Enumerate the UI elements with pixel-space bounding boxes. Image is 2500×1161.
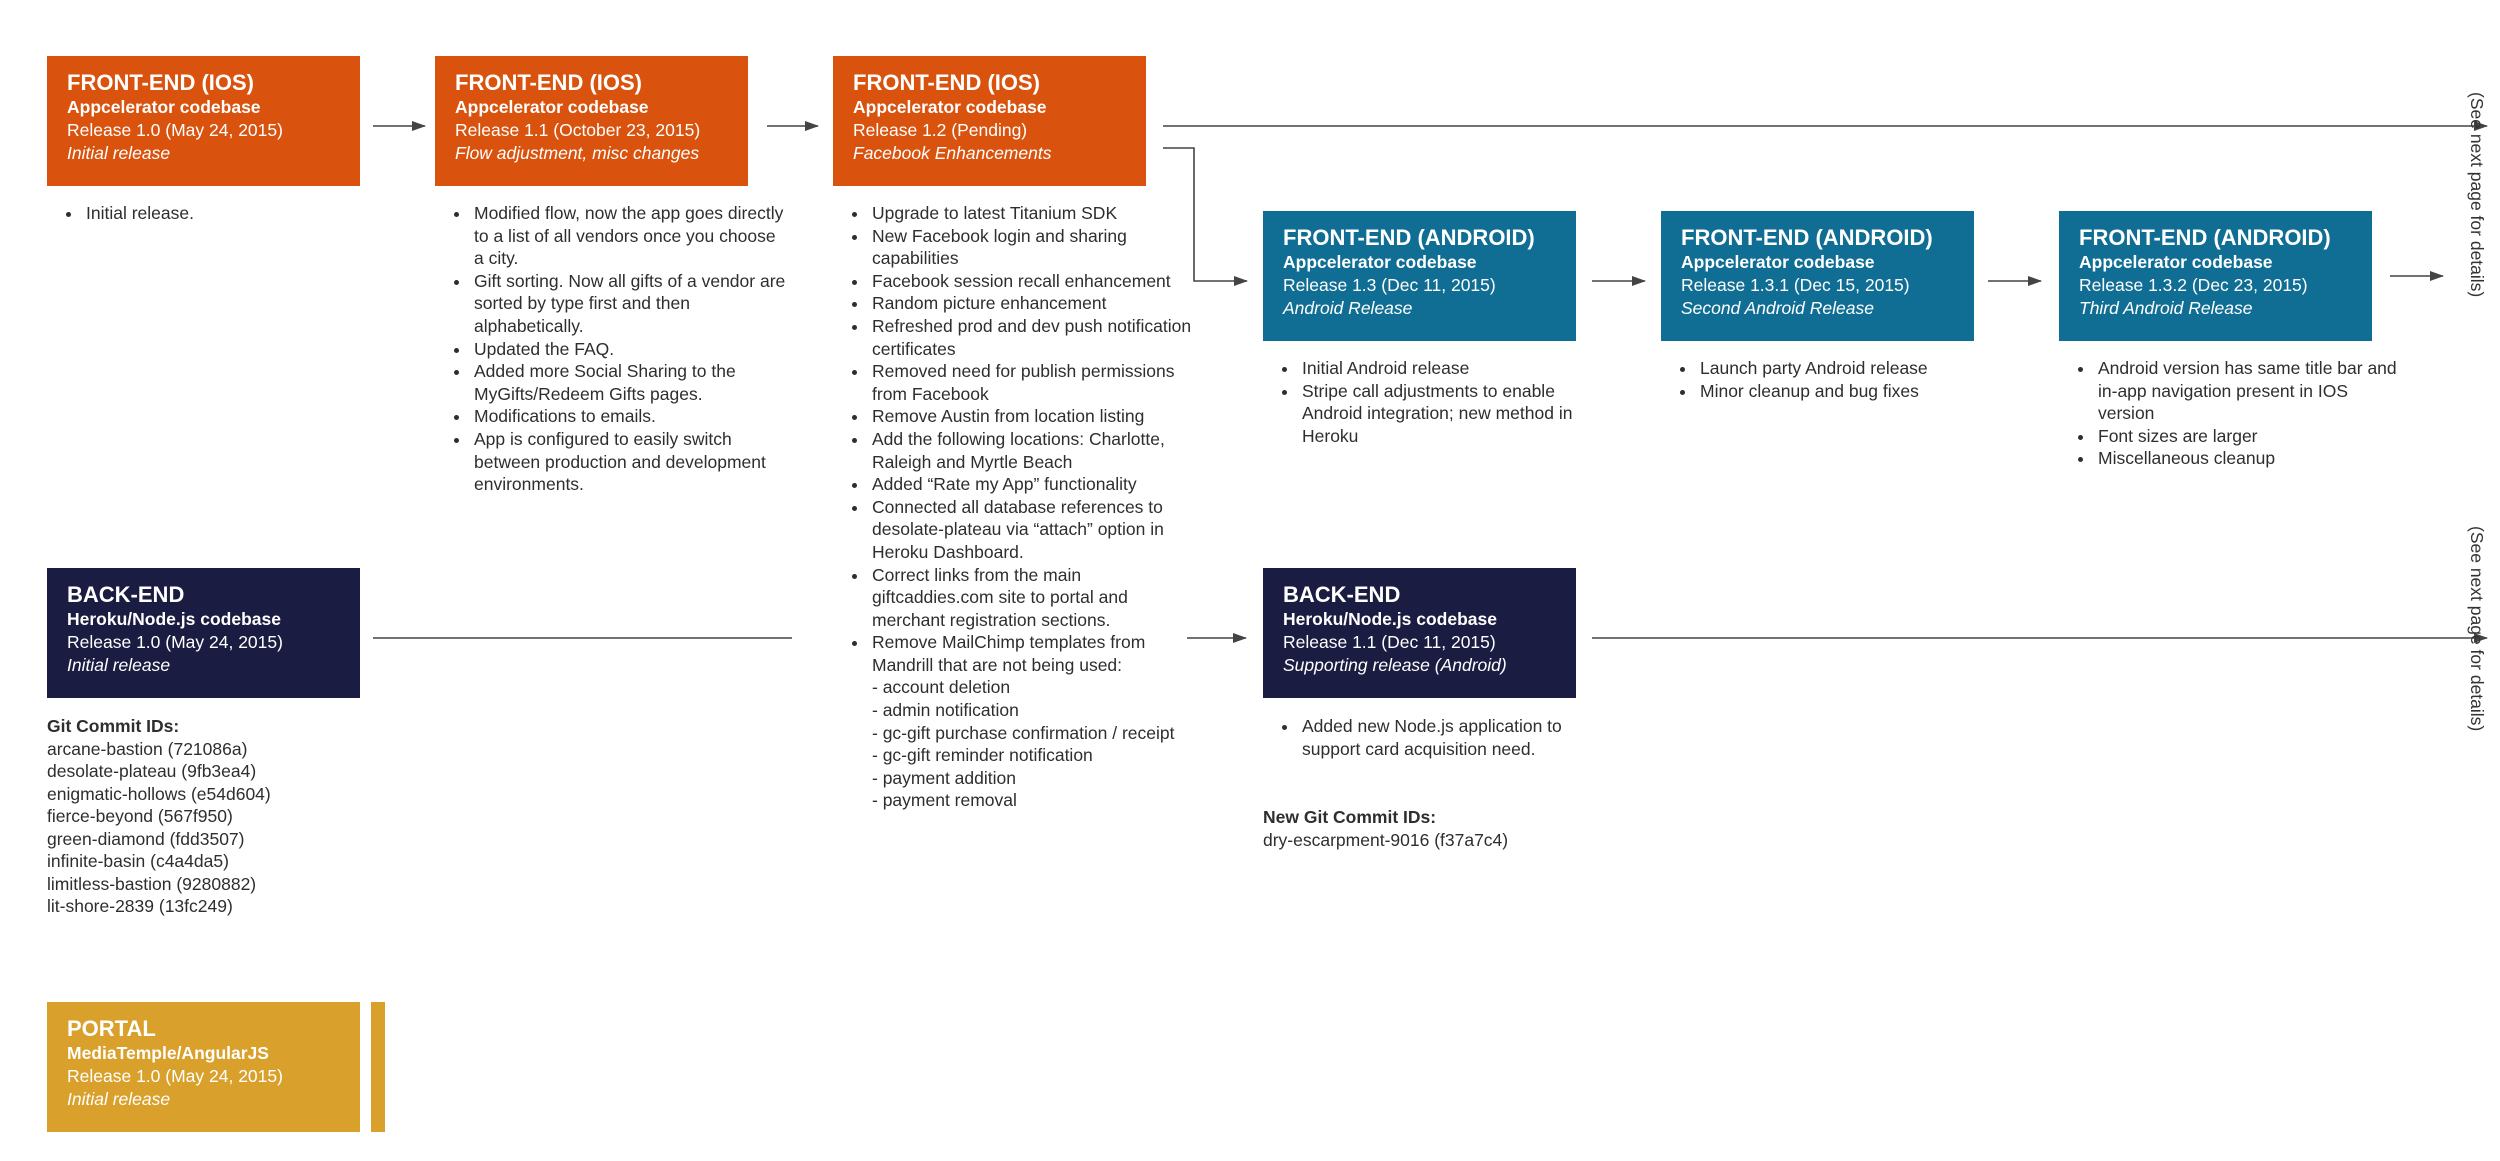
box-codebase: Appcelerator codebase	[853, 97, 1047, 117]
box-codebase: Appcelerator codebase	[2079, 252, 2273, 272]
list-item: • Add the following locations: Charlotte, Raleigh and Myrtle Beach	[869, 428, 1205, 473]
box-title: BACK-END	[1283, 582, 1401, 607]
box-note: Second Android Release	[1681, 298, 1874, 318]
box-release: Release 1.0 (May 24, 2015)	[67, 120, 283, 140]
ios-release-1-2-box	[833, 56, 1146, 186]
list-item: • Connected all database references to desolate-plateau via “attach” option in Heroku Dashboard.	[869, 496, 1205, 564]
box-codebase: MediaTemple/AngularJS	[67, 1043, 269, 1063]
ios-release-1-1-box	[435, 56, 748, 186]
backend-1-0-commit-ids	[47, 715, 271, 918]
box-codebase: Appcelerator codebase	[1681, 252, 1875, 272]
list-item: • Upgrade to latest Titanium SDK	[869, 202, 1205, 225]
list-item: • Refreshed prod and dev push notification certificates	[869, 315, 1205, 360]
box-note: Initial release	[67, 655, 171, 675]
portal-continuation-bar	[371, 1002, 385, 1132]
backend-release-1-1-box	[1263, 568, 1576, 698]
box-title: PORTAL	[67, 1016, 156, 1041]
backend-release-1-1-notes	[1263, 715, 1604, 760]
list-item: • Initial Android release	[1299, 357, 1604, 380]
list-item: • Initial release.	[83, 202, 383, 225]
list-item: • Random picture enhancement	[869, 292, 1205, 315]
box-release: Release 1.2 (Pending)	[853, 120, 1028, 140]
box-codebase: Appcelerator codebase	[455, 97, 649, 117]
box-release: Release 1.1 (October 23, 2015)	[455, 120, 701, 140]
ios-release-1-1-notes	[435, 202, 789, 496]
box-title: FRONT-END (ANDROID)	[1283, 225, 1535, 250]
list-item: • Remove Austin from location listing	[869, 405, 1205, 428]
android-release-1-3-2-notes	[2059, 357, 2400, 470]
commit-id: limitless-bastion (9280882)	[47, 873, 257, 894]
android-release-1-3-1-notes	[1661, 357, 2007, 402]
box-release: Release 1.3.1 (Dec 15, 2015)	[1681, 275, 1910, 295]
see-next-page-label-middle: (See next page for details)	[2467, 526, 2487, 732]
box-title: FRONT-END (ANDROID)	[1681, 225, 1933, 250]
see-next-page-label-top: (See next page for details)	[2467, 92, 2487, 298]
box-title: FRONT-END (IOS)	[67, 70, 254, 95]
box-release: Release 1.3 (Dec 11, 2015)	[1283, 275, 1496, 295]
android-release-1-3-notes	[1263, 357, 1604, 447]
list-item: • Minor cleanup and bug fixes	[1697, 380, 2007, 403]
list-item: • Correct links from the main giftcaddies.com site to portal and merchant registration sections.	[869, 564, 1205, 632]
box-release: Release 1.0 (May 24, 2015)	[67, 1066, 283, 1086]
commit-id: lit-shore-2839 (13fc249)	[47, 896, 233, 916]
list-item: • Added “Rate my App” functionality	[869, 473, 1205, 496]
list-item: • Facebook session recall enhancement	[869, 270, 1205, 293]
box-title: FRONT-END (IOS)	[853, 70, 1040, 95]
commit-id: green-diamond (fdd3507)	[47, 828, 245, 849]
list-item: • Modifications to emails.	[471, 405, 789, 428]
list-item: • Updated the FAQ.	[471, 338, 789, 361]
box-release: Release 1.3.2 (Dec 23, 2015)	[2079, 275, 2308, 295]
list-item: • Added new Node.js application to support card acquisition need.	[1299, 715, 1604, 760]
list-item: • Launch party Android release	[1697, 357, 2007, 380]
list-item: • Removed need for publish permissions from Facebook	[869, 360, 1205, 405]
android-release-1-3-box	[1263, 211, 1576, 341]
box-title: BACK-END	[67, 582, 185, 607]
commit-heading: New Git Commit IDs:	[1263, 807, 1437, 827]
list-item: • Remove MailChimp templates from Mandrill that are not being used: - account deletion - admin notification - gc-gift purchase confirmation / receipt - gc-gift reminder notification - payment addition - payment removal	[869, 631, 1205, 812]
commit-id: infinite-basin (c4a4da5)	[47, 851, 229, 871]
commit-heading: Git Commit IDs:	[47, 716, 180, 736]
box-codebase: Appcelerator codebase	[1283, 252, 1477, 272]
box-title: FRONT-END (ANDROID)	[2079, 225, 2331, 250]
android-release-1-3-1-box	[1661, 211, 1974, 341]
list-item: • Miscellaneous cleanup	[2095, 447, 2400, 470]
list-item: • Gift sorting. Now all gifts of a vendor are sorted by type first and then alphabetically.	[471, 270, 789, 338]
ios-release-1-2-notes	[833, 202, 1205, 812]
box-title: FRONT-END (IOS)	[455, 70, 642, 95]
box-note: Android Release	[1283, 298, 1413, 318]
backend-1-1-commit-ids	[1263, 806, 1508, 851]
box-codebase: Heroku/Node.js codebase	[67, 609, 281, 629]
ios-release-1-0-notes	[47, 202, 383, 225]
list-item: • App is configured to easily switch between production and development environments.	[471, 428, 789, 496]
box-note: Third Android Release	[2079, 298, 2253, 318]
box-note: Flow adjustment, misc changes	[455, 143, 700, 163]
box-note: Initial release	[67, 1089, 171, 1109]
commit-id: arcane-bastion (721086a)	[47, 738, 248, 759]
list-item: • Android version has same title bar and in-app navigation present in IOS version	[2095, 357, 2400, 425]
list-item: • Font sizes are larger	[2095, 425, 2400, 448]
list-item: • Stripe call adjustments to enable Android integration; new method in Heroku	[1299, 380, 1604, 448]
box-note: Supporting release (Android)	[1283, 655, 1507, 675]
list-item: • Modified flow, now the app goes directly to a list of all vendors once you choose a city.	[471, 202, 789, 270]
commit-id: desolate-plateau (9fb3ea4)	[47, 761, 257, 781]
commit-id: dry-escarpment-9016 (f37a7c4)	[1263, 829, 1509, 850]
portal-release-1-0-box	[47, 1002, 360, 1132]
android-release-1-3-2-box	[2059, 211, 2372, 341]
box-release: Release 1.0 (May 24, 2015)	[67, 632, 283, 652]
commit-id: fierce-beyond (567f950)	[47, 806, 233, 826]
box-codebase: Appcelerator codebase	[67, 97, 261, 117]
box-release: Release 1.1 (Dec 11, 2015)	[1283, 632, 1496, 652]
backend-release-1-0-box	[47, 568, 360, 698]
box-note: Initial release	[67, 143, 171, 163]
list-item: • New Facebook login and sharing capabilities	[869, 225, 1205, 270]
commit-id: enigmatic-hollows (e54d604)	[47, 783, 271, 804]
list-item: • Added more Social Sharing to the MyGifts/Redeem Gifts pages.	[471, 360, 789, 405]
ios-release-1-0-box	[47, 56, 360, 186]
box-codebase: Heroku/Node.js codebase	[1283, 609, 1497, 629]
box-note: Facebook Enhancements	[853, 143, 1052, 163]
